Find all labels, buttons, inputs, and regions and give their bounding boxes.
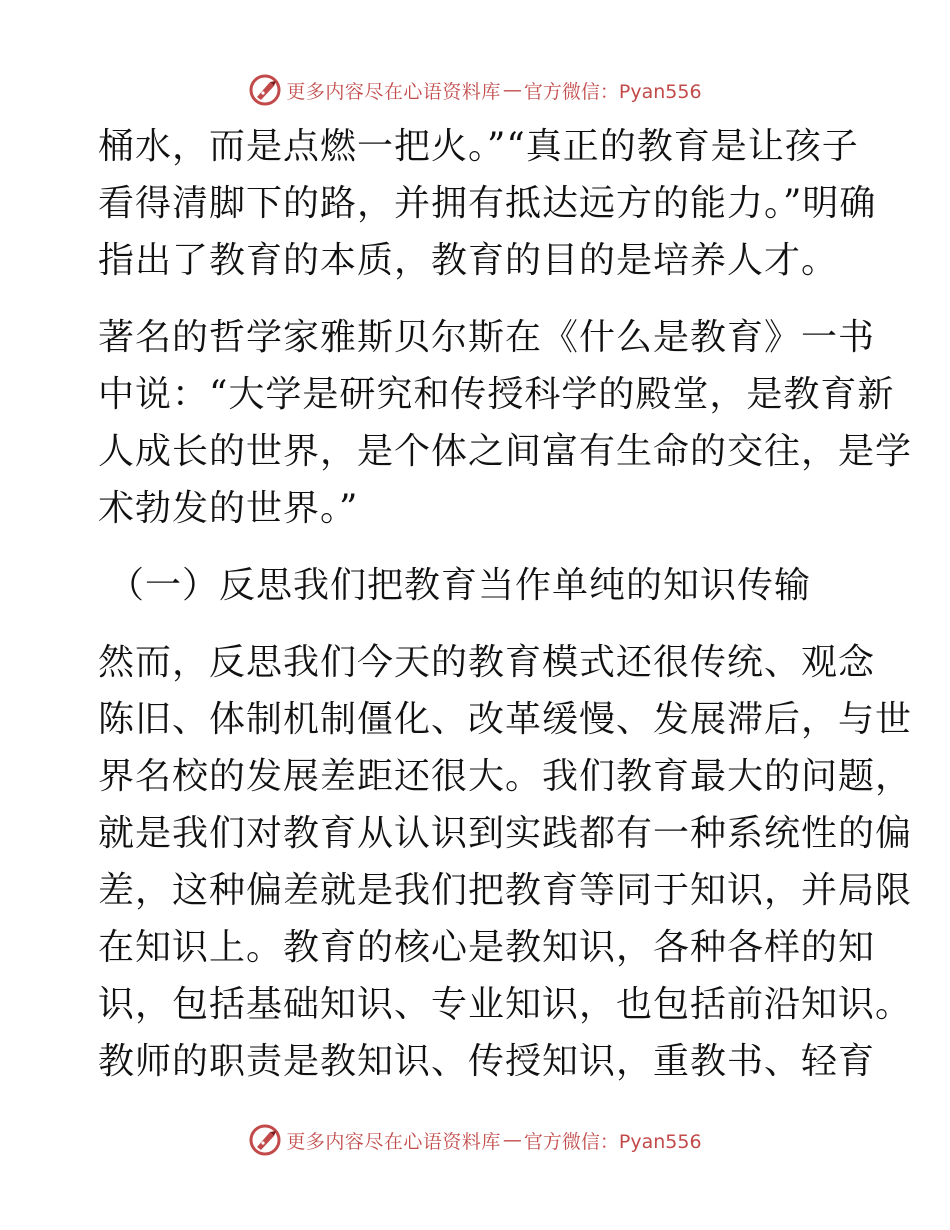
paragraph-gap xyxy=(98,614,858,634)
text-line: 术勃发的世界。” xyxy=(98,488,359,529)
watermark-dash: — xyxy=(502,79,522,101)
document-body xyxy=(98,118,913,1090)
text-line: 看得清脚下的路，并拥有抵达远方的能力。”明确 xyxy=(98,183,877,224)
pen-nib-logo-icon xyxy=(248,73,282,107)
text-line: 指出了教育的本质，教育的目的是培养人才。 xyxy=(98,240,839,281)
watermark-wechat: 官方微信：Pyan556 xyxy=(523,80,702,103)
watermark-text: 更多内容尽在心语资料库 xyxy=(286,80,501,103)
footer-watermark xyxy=(0,1122,950,1158)
text-line: 桶水，而是点燃一把火。”“真正的教育是让孩子 xyxy=(98,126,859,167)
heading-line: （一）反思我们把教育当作单纯的知识传输 xyxy=(108,565,812,606)
watermark-wechat: 官方微信：Pyan556 xyxy=(523,1130,702,1153)
text-line: 在知识上。教育的核心是教知识，各种各样的知 xyxy=(98,927,876,968)
header-watermark xyxy=(0,72,950,108)
text-line: 著名的哲学家雅斯贝尔斯在《什么是教育》一书 xyxy=(98,317,876,358)
text-line: 中说：“大学是研究和传授科学的殿堂，是教育新 xyxy=(98,374,895,415)
paragraph-gap xyxy=(98,289,858,309)
paragraph-3 xyxy=(98,634,913,1090)
text-line: 人成长的世界，是个体之间富有生命的交往，是学 xyxy=(98,431,913,472)
text-line: 差，这种偏差就是我们把教育等同于知识，并局限 xyxy=(98,870,913,911)
text-line: 然而，反思我们今天的教育模式还很传统、观念 xyxy=(98,642,876,683)
watermark-dash: — xyxy=(502,1129,522,1151)
text-line: 界名校的发展差距还很大。我们教育最大的问题， xyxy=(98,756,913,797)
watermark-text: 更多内容尽在心语资料库 xyxy=(286,1130,501,1153)
text-line: 识，包括基础知识、专业知识，也包括前沿知识。 xyxy=(98,984,913,1025)
text-line: 就是我们对教育从认识到实践都有一种系统性的偏 xyxy=(98,813,913,854)
text-line: 陈旧、体制机制僵化、改革缓慢、发展滞后，与世 xyxy=(98,699,913,740)
text-line: 教师的职责是教知识、传授知识，重教书、轻育 xyxy=(98,1041,876,1082)
section-heading xyxy=(98,557,858,614)
pen-nib-logo-icon xyxy=(248,1123,282,1157)
paragraph-gap xyxy=(98,537,858,557)
paragraph-2 xyxy=(98,309,913,537)
paragraph-1 xyxy=(98,118,877,289)
